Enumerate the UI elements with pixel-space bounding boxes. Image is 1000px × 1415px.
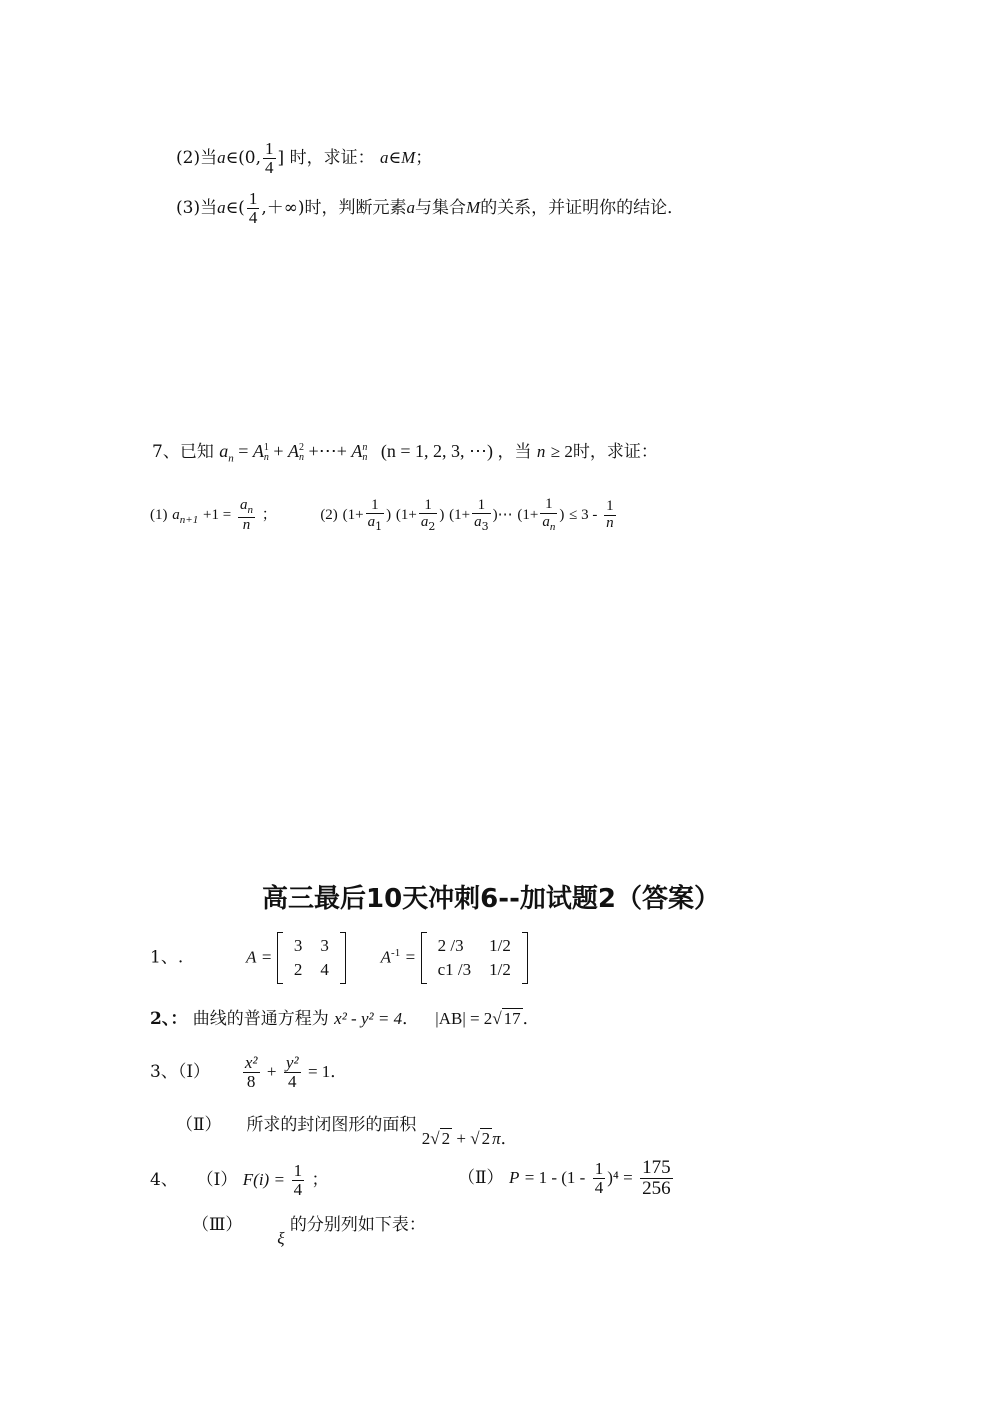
punct: ．: [522, 1009, 540, 1029]
fraction-one-quarter: [263, 140, 276, 177]
fraction-1-over-an: $\frac{1}{a_n}$: [542, 496, 556, 533]
equals-one: = 1．: [307, 1061, 348, 1081]
sub-n-plus-1: n+1: [179, 514, 199, 527]
q7-statement: [152, 437, 658, 465]
q7-when: ，当: [497, 442, 532, 462]
paren-close: ): [492, 507, 498, 524]
q6-part3-tail: 的关系，并证明你的结论．: [480, 197, 685, 218]
punct: ．: [402, 1009, 420, 1029]
paren-open: (1+: [342, 507, 364, 524]
hyperbola-equation: x² - y² = 4: [334, 1009, 403, 1028]
inverse-sup: -1: [391, 946, 401, 959]
equals: =: [405, 947, 416, 967]
equals: =: [274, 1169, 285, 1189]
answer-3-part1: 3、（Ⅰ） $\frac{\text{x²}}{8}$ + $\frac{\text{y²}}{4}$ = 1．: [150, 1053, 348, 1091]
answer-4-label: 4、: [150, 1169, 178, 1190]
fraction-x2-over-8: $\frac{\text{x²}}{8}$: [244, 1053, 258, 1091]
var-A: A: [246, 947, 257, 967]
equals: =: [238, 441, 249, 461]
answer-4-part1: [150, 1162, 329, 1199]
var-A: A: [252, 441, 264, 461]
area-expression: 2√ 2 + √ 2 π．: [421, 1129, 518, 1148]
frac-num: 1: [248, 189, 258, 208]
interval-open: ∈(0,: [225, 147, 262, 168]
punct: ；: [415, 147, 433, 168]
answer-4-part2-label: （Ⅱ）: [458, 1167, 504, 1188]
interval-open: ∈(: [225, 197, 245, 218]
var-a: a: [172, 507, 180, 524]
ellipsis: +⋯+: [308, 441, 347, 461]
var-A: A: [351, 441, 363, 461]
fraction-one-quarter: [247, 190, 260, 227]
frac-den: 4: [265, 157, 274, 177]
answer-2: [150, 1004, 540, 1029]
A-indices-2: 2 n: [299, 441, 305, 463]
sqrt: √ 17: [492, 1009, 521, 1028]
fraction-1-over-a2: $\frac{1}{a_2}$: [420, 496, 436, 534]
plus-one-equals: +1 =: [203, 507, 232, 524]
q6-part2-tail: 时，求证：: [289, 147, 375, 168]
answer-2-text: 曲线的普通方程为: [192, 1009, 329, 1029]
fraction-1-over-n: $\frac{1}{n}$: [606, 497, 614, 531]
answer-3-part2-label: （Ⅱ）: [176, 1115, 222, 1135]
semicolon: ；: [261, 505, 277, 524]
q6-part3-rest: ,＋∞)时，判断元素: [261, 197, 407, 218]
element-of: ∈: [388, 147, 402, 168]
matrix-A: 3 3 2 4: [277, 932, 346, 984]
var-F: F: [242, 1169, 254, 1189]
fraction-an-over-n: $\frac{a_n}{n}$: [239, 497, 253, 533]
answers-title: 高三最后10天冲刺6--加试题2（答案）: [262, 884, 720, 914]
answer-1: [150, 932, 528, 984]
A-indices-1: 1 n: [263, 441, 269, 463]
q7-lead: 7、已知: [152, 442, 214, 462]
ellipsis: ⋯: [497, 505, 513, 524]
q6-part2: [176, 140, 432, 177]
interval-close: ]: [277, 147, 285, 168]
q6-part2-lead: (2)当: [176, 147, 218, 168]
rhs: ≤ 3 -: [569, 507, 598, 524]
paren-open: (1+: [449, 507, 471, 524]
plus: +: [273, 441, 284, 461]
q7-p1-label: (1): [150, 507, 168, 524]
answer-4-part3-text: 的分别列如下表：: [289, 1215, 426, 1235]
power-equals: )⁴ =: [607, 1167, 633, 1187]
answer-3-part2: [176, 1110, 518, 1148]
var-a: a: [406, 197, 416, 217]
var-a: a: [379, 147, 389, 167]
answer-4-part3-label: （Ⅲ）: [192, 1215, 243, 1235]
paren-open: (1+: [517, 507, 539, 524]
q6-part3-lead: (3)当: [176, 197, 218, 218]
fraction-1-over-a1: $\frac{1}{a_1}$: [367, 496, 383, 534]
var-A: A: [380, 947, 392, 967]
set-M: M: [466, 197, 481, 217]
paren-close: ): [386, 507, 392, 524]
answer-3-label: 3、（Ⅰ）: [150, 1061, 211, 1082]
frac-num: 1: [265, 139, 274, 158]
matrix-A-inverse: 2 /3 1/2 c1 /3 1/2: [421, 932, 528, 984]
answer-4-part2: [458, 1158, 675, 1199]
answer-3-part2-text: 所求的封闭图形的面积: [246, 1115, 417, 1135]
var-a: a: [219, 441, 229, 461]
fraction-y2-over-4: $\frac{\text{y²}}{4}$: [285, 1053, 299, 1091]
answer-1-label: 1、.: [150, 947, 184, 968]
equals: =: [261, 947, 272, 967]
var-n: n: [536, 442, 546, 461]
q6-part3-mid: 与集合: [415, 197, 467, 218]
range: (n = 1, 2, 3, ⋯): [380, 441, 493, 461]
semicolon: ；: [311, 1169, 329, 1190]
var-a: a: [217, 147, 226, 167]
answer-4-part3: [192, 1210, 426, 1248]
var-A: A: [288, 441, 300, 461]
fraction-one-quarter: $\frac{1}{4}$: [594, 1159, 604, 1197]
prob-expression: = 1 - (1 -: [524, 1167, 586, 1187]
sub-n: n: [228, 452, 234, 465]
var-xi: ξ: [277, 1229, 285, 1248]
fraction-one-quarter: $\frac{1}{4}$: [293, 1161, 303, 1199]
chord-length: |AB| = 2: [435, 1009, 493, 1028]
q7-condition: ≥ 2: [550, 442, 573, 461]
var-a: a: [217, 197, 226, 217]
fraction-1-over-a3: $\frac{1}{a_3}$: [474, 496, 489, 534]
paren-open: (1+: [395, 507, 417, 524]
frac-den: 4: [248, 207, 258, 227]
answer-4-part1-label: （Ⅰ）: [196, 1169, 238, 1190]
arg-i: (i): [253, 1169, 270, 1189]
paren-close: ): [559, 507, 565, 524]
q7-parts: [150, 497, 618, 533]
fraction-175-over-256: $\frac{175}{256}$: [642, 1157, 671, 1199]
q7-p2-label: (2): [320, 507, 338, 524]
answer-2-label: 2、：: [150, 1009, 188, 1029]
paren-close: ): [439, 507, 445, 524]
set-M: M: [401, 147, 416, 167]
q7-formula: [219, 441, 497, 465]
q7-tail: 时，求证：: [572, 442, 658, 462]
q6-part3: [176, 190, 684, 227]
var-P: P: [508, 1167, 520, 1187]
A-indices-n: n n: [362, 441, 368, 463]
